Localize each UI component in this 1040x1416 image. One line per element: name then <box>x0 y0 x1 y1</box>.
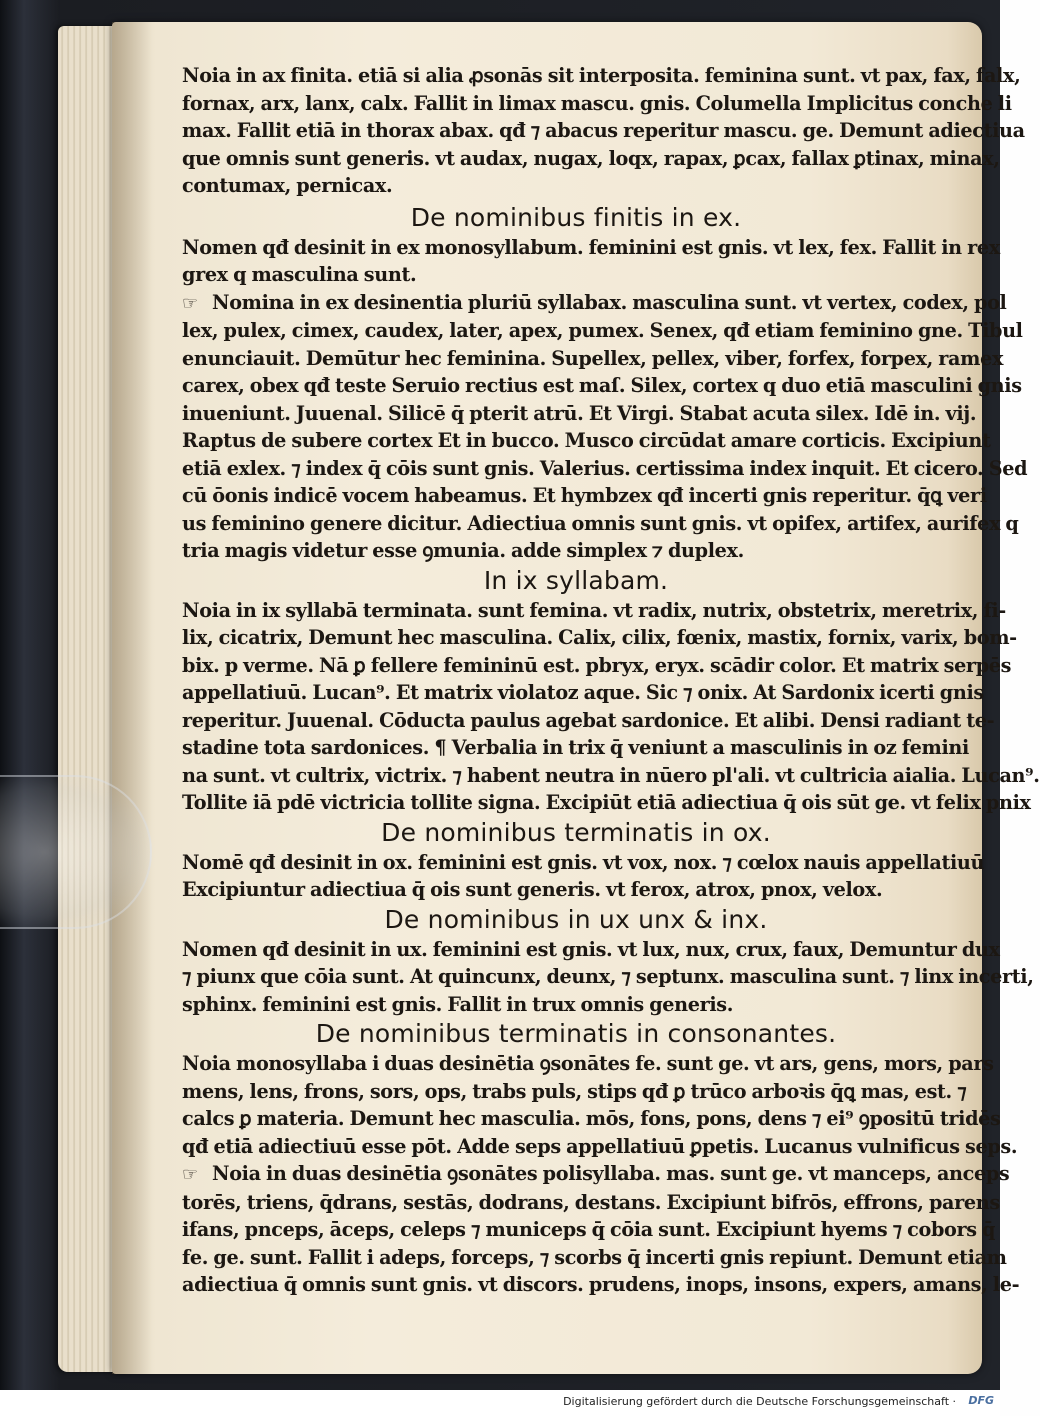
text-line: Noia in ax finita. etiā si alia ꝓsonās sit interposita. feminina sunt. vt pax, fax, falx, <box>182 64 1021 87</box>
text-line: enunciauit. Demūtur hec feminina. Supellex, pellex, viber, forfex, forpex, ramex <box>182 346 1004 370</box>
text-line: sphinx. feminini est gnis. Fallit in trux omnis generis. <box>182 992 734 1016</box>
text-line: fe. ge. sunt. Fallit i adeps, forceps, ⁊ scorbs q̄ incerti gnis repiunt. Demunt etiam <box>182 1245 1007 1269</box>
paragraph-consonantes <box>182 1050 1020 1299</box>
text-line: torēs, triens, q̄drans, sestās, dodrans, destans. Excipiunt bifrōs, effrons, parens <box>182 1190 1000 1214</box>
text-line: contumax, pernicax. <box>182 174 393 197</box>
text-line: Nomē qđ desinit in ox. feminini est gnis. vt vox, nox. ⁊ cœlox nauis appellatiuū <box>182 850 985 874</box>
footer-bar <box>0 1390 1000 1416</box>
text-line: Nomen qđ desinit in ex monosyllabum. feminini est gnis. vt lex, fex. Fallit in rex <box>182 235 1000 259</box>
text-line: ☞ Noia in duas desinētia ꝯsonātes polisyllaba. mas. sunt ge. vt manceps, anceps <box>182 1160 930 1189</box>
text-line: lix, cicatrix, Demunt hec masculina. Calix, cilix, fœnix, mastix, fornix, varix, bom- <box>182 626 1017 649</box>
text-line: na sunt. vt cultrix, victrix. ⁊ habent neutra in nūero pl'ali. vt cultricia aialia. Lucan⁹. <box>182 763 1040 787</box>
text-line: ☞ Nomina in ex desinentia pluriū syllabax. masculina sunt. vt vertex, codex, pol <box>182 289 930 318</box>
text-line: carex, obex qđ teste Seruio rectius est maſ. Silex, cortex q duo etiā masculini gnis <box>182 374 1022 397</box>
text-line: Tollite iā pdē victricia tollite signa. Excipiūt etiā adiectiua q̄ ois sūt ge. vt felix pnix <box>182 791 1031 814</box>
text-line: bix. p verme. Nā ꝑ fellere femininū est. pbryx, eryx. scādir color. Et matrix serpēs <box>182 653 1012 677</box>
text-line: tria magis videtur esse ꝯmunia. adde simplex ⁊ duplex. <box>182 539 744 562</box>
text-line: lex, pulex, cimex, caudex, later, apex, pumex. Senex, qđ etiam feminino gne. Tibul <box>182 319 1023 342</box>
text-line: grex q masculina sunt. <box>182 263 417 286</box>
text-line: Noia in ix syllabā terminata. sunt femina. vt radix, nutrix, obstetrix, meretrix, fi- <box>182 598 1006 622</box>
text-line: qđ etiā adiectiuū esse pōt. Adde seps appellatiuū ꝑpetis. Lucanus vulnificus seps. <box>182 1134 1018 1158</box>
text-line: adiectiua q̄ omnis sunt gnis. vt discors. prudens, inops, insons, expers, amans, le- <box>182 1273 1020 1296</box>
text-line: appellatiuū. Lucan⁹. Et matrix violatoz aque. Sic ⁊ onix. At Sardonix icerti gnis <box>182 681 984 704</box>
section-heading: De nominibus terminatis in consonantes. <box>315 1019 837 1048</box>
text-line: fornax, arx, lanx, calx. Fallit in limax mascu. gnis. Columella Implicitus conche li <box>182 91 1012 115</box>
text-line: Nomen qđ desinit in ux. feminini est gnis. vt lux, nux, crux, faux, Demuntur dux <box>182 937 1000 961</box>
text-line: etiā exlex. ⁊ index q̄ cōis sunt gnis. Valerius. certissima index inquit. Et cicero. Sed <box>182 456 1028 480</box>
text-line: ⁊ piunx que cōia sunt. At quincunx, deunx, ⁊ septunx. masculina sunt. ⁊ linx incerti, <box>182 965 1034 988</box>
text-line: Noia monosyllaba i duas desinētia ꝯsonātes fe. sunt ge. vt ars, gens, mors, pars <box>182 1052 994 1075</box>
text-line: calcs ꝑ materia. Demunt hec masculia. mōs, fons, pons, dens ⁊ ei⁹ ꝯpositū tridēs <box>182 1107 1001 1130</box>
page-text <box>182 62 1040 1299</box>
manicule-icon: ☞ <box>182 1164 198 1185</box>
text-line: max. Fallit etiā in thorax abax. qđ ⁊ abacus reperitur mascu. ge. Demunt adiectiua <box>182 119 1025 142</box>
text-line: Excipiuntur adiectiua q̄ ois sunt generis. vt ferox, atrox, pnox, velox. <box>182 878 883 901</box>
text-line: Raptus de subere cortex Et in bucco. Musco circūdat amare corticis. Excipiunt <box>182 429 991 452</box>
paragraph-ex <box>182 234 1028 565</box>
text-line: inueniunt. Juuenal. Silicē q̄ pterit atrū. Et Virgi. Stabat acuta silex. Idē in. vij. <box>182 401 977 425</box>
funding-credit: Digitalisierung gefördert durch die Deutsche Forschungsgemeinschaft · <box>563 1395 956 1408</box>
paragraph-ux <box>182 936 1034 1019</box>
section-heading: De nominibus terminatis in ox. <box>381 817 771 847</box>
dfg-logo: DFG <box>968 1394 994 1407</box>
book-binding <box>0 0 60 1390</box>
text-line: stadine tota sardonices. ¶ Verbalia in trix q̄ veniunt a masculinis in oz femini <box>182 736 969 759</box>
text-line: us feminino genere dicitur. Adiectiua omnis sunt gnis. vt opifex, artifex, aurifex q <box>182 511 1019 535</box>
text-line: reperitur. Juuenal. Cōducta paulus agebat sardonice. Et alibi. Densi radiant te- <box>182 708 995 732</box>
text-line: que omnis sunt generis. vt audax, nugax, loqx, rapax, ꝑcax, fallax ꝑtinax, minax, <box>182 146 1000 170</box>
section-heading: In ix syllabam. <box>483 565 669 595</box>
section-heading: De nominibus finitis in ex. <box>410 202 742 232</box>
manicule-icon: ☞ <box>182 292 198 314</box>
section-heading: De nominibus in ux unx & inx. <box>384 904 768 934</box>
text-line: cū ōonis indicē vocem habeamus. Et hymbzex qđ incerti gnis reperitur. q̄ꝗ veri <box>182 484 987 507</box>
paragraph-ox <box>182 849 985 904</box>
paragraph-ax <box>182 62 1025 200</box>
paragraph-ix <box>182 597 1040 817</box>
plastic-page-clip <box>0 775 152 929</box>
text-line: mens, lens, frons, sors, ops, trabs puls, stips qđ ꝑ trūco arboꝛis q̄ꝗ mas, est. ⁊ <box>182 1079 967 1103</box>
text-line: ifans, pnceps, āceps, celeps ⁊ municeps q̄ cōia sunt. Excipiunt hyems ⁊ cobors q̄ <box>182 1218 996 1241</box>
